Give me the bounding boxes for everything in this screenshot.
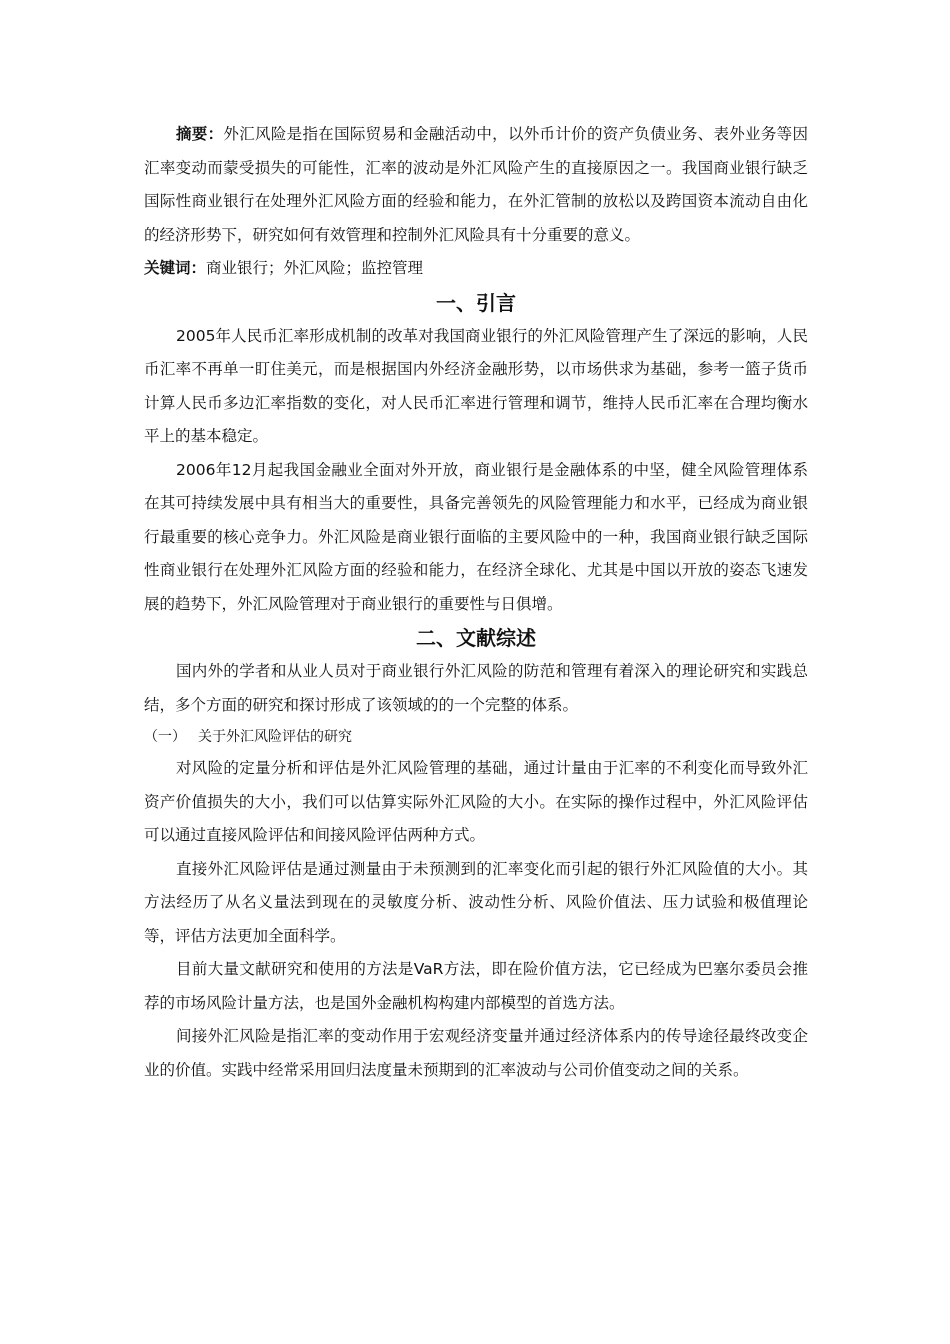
section-heading-introduction: 一、引言 [436, 290, 516, 315]
body-paragraph: 国内外的学者和从业人员对于商业银行外汇风险的防范和管理有着深入的理论研究和实践总结，多个方面的研究和探讨形成了该领域的的一个完整的体系。 [144, 662, 808, 714]
body-paragraph: 间接外汇风险是指汇率的变动作用于宏观经济变量并通过经济体系内的传导途径最终改变企业的价值。实践中经常采用回归法度量未预期到的汇率波动与公司价值变动之间的关系。 [144, 1027, 808, 1079]
keywords-text: 商业银行；外汇风险；监控管理 [206, 259, 424, 277]
body-paragraph: 目前大量文献研究和使用的方法是VaR方法，即在险价值方法，它已经成为巴塞尔委员会推荐的市场风险计量方法，也是国外金融机构构建内部模型的首选方法。 [144, 960, 808, 1012]
abstract-text: 外汇风险是指在国际贸易和金融活动中，以外币计价的资产负债业务、表外业务等因汇率变动而蒙受损失的可能性，汇率的波动是外汇风险产生的直接原因之一。我国商业银行缺乏国际性商业银行在处理外汇风险方面的经验和能力，在外汇管制的放松以及跨国资本流动自由化的经济形势下，研究如何有效管理和控制外汇风险具有十分重要的意义。 [144, 125, 808, 244]
body-paragraph: 2006年12月起我国金融业全面对外开放，商业银行是金融体系的中坚，健全风险管理体系在其可持续发展中具有相当大的重要性，具备完善领先的风险管理能力和水平，已经成为商业银行最重要的核心竞争力。外汇风险是商业银行面临的主要风险中的一种，我国商业银行缺乏国际性商业银行在处理外汇风险方面的经验和能力，在经济全球化、尤其是中国以开放的姿态飞速发展的趋势下，外汇风险管理对于商业银行的重要性与日俱增。 [144, 460, 808, 613]
body-paragraph: 直接外汇风险评估是通过测量由于未预测到的汇率变化而引起的银行外汇风险值的大小。其方法经历了从名义量法到现在的灵敏度分析、波动性分析、风险价值法、压力试验和极值理论等，评估方法更加全面科学。 [144, 859, 808, 945]
subsection-title: 关于外汇风险评估的研究 [198, 729, 352, 745]
subsection-heading [144, 722, 808, 752]
body-paragraph: 2005年人民币汇率形成机制的改革对我国商业银行的外汇风险管理产生了深远的影响，人民币汇率不再单一盯住美元，而是根据国内外经济金融形势，以市场供求为基础，参考一篮子货币计算人民币多边汇率指数的变化，对人民币汇率进行管理和调节，维持人民币汇率在合理均衡水平上的基本稳定。 [144, 326, 808, 445]
keywords-paragraph [144, 252, 808, 286]
document-page [144, 118, 808, 1087]
abstract-paragraph [144, 118, 808, 252]
subsection-number: （一） [144, 729, 186, 745]
section-heading-literature-review: 二、文献综述 [416, 626, 536, 650]
abstract-label: 摘要： [176, 125, 224, 143]
keywords-label: 关键词： [144, 259, 207, 277]
body-paragraph: 对风险的定量分析和评估是外汇风险管理的基础，通过计量由于汇率的不利变化而导致外汇资产价值损失的大小，我们可以估算实际外汇风险的大小。在实际的操作过程中，外汇风险评估可以通过直接风险评估和间接风险评估两种方式。 [144, 759, 808, 844]
